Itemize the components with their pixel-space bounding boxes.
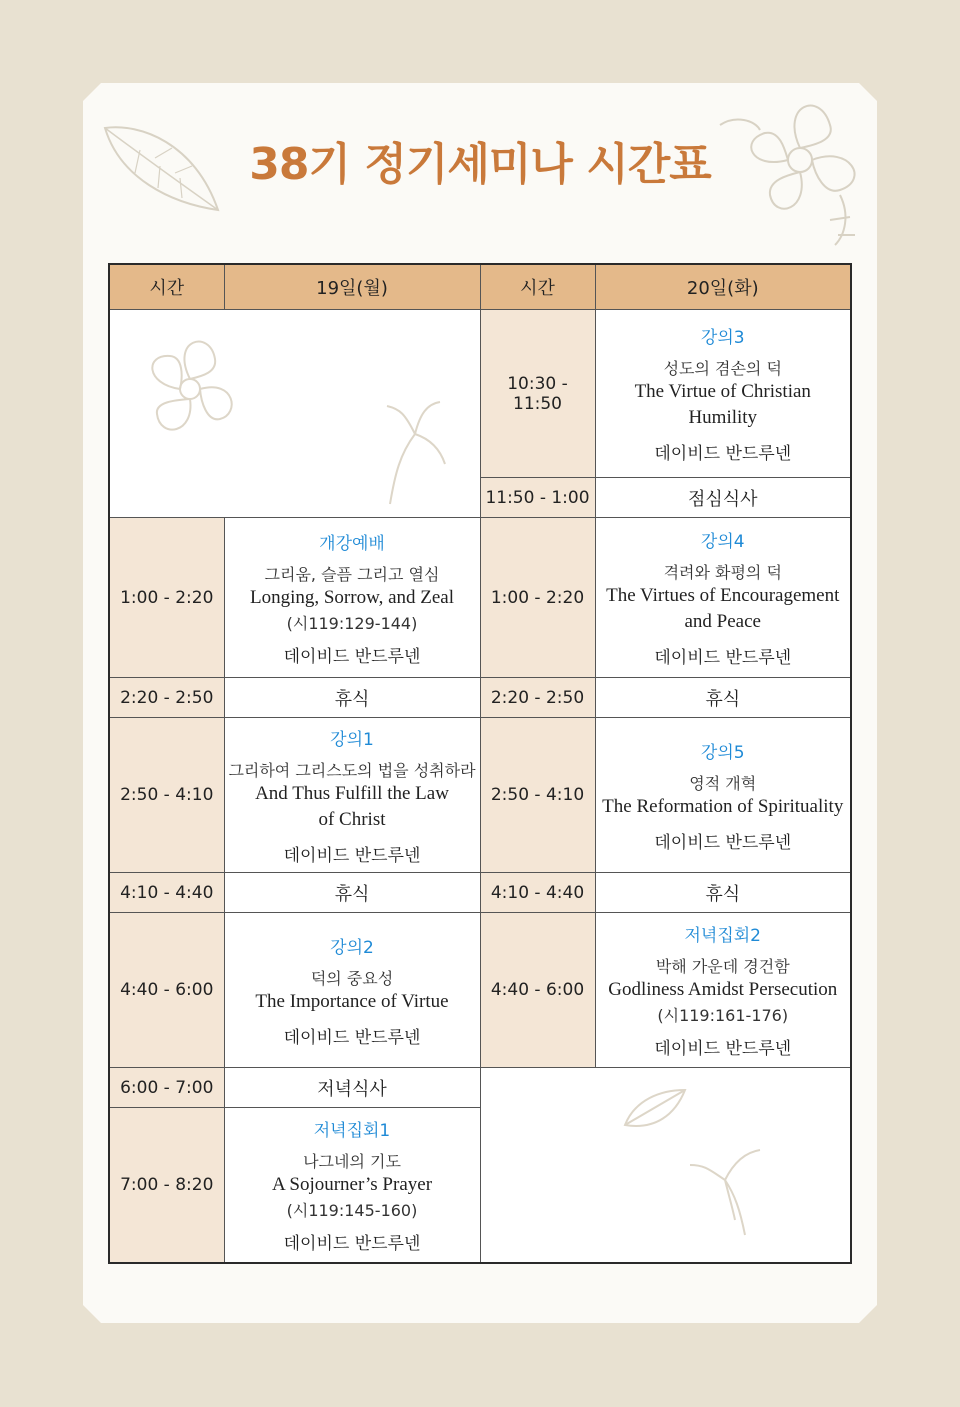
- session-title-en: of Christ: [318, 808, 386, 830]
- session-title-ko: 덕의 중요성: [310, 968, 394, 988]
- time-cell: 2:50 - 4:10: [480, 718, 595, 873]
- session-title-en: The Importance of Virtue: [255, 990, 449, 1012]
- session-label: 저녁집회2: [684, 926, 761, 946]
- speaker-name: 데이비드 반드루넨: [654, 832, 792, 853]
- time-cell: 2:50 - 4:10: [109, 718, 224, 873]
- time-cell: 4:40 - 6:00: [480, 913, 595, 1068]
- session-cell: [595, 913, 851, 1068]
- table-row: [109, 913, 851, 1068]
- time-cell: 1:00 - 2:20: [480, 518, 595, 678]
- time-cell: 7:00 - 8:20: [109, 1108, 224, 1263]
- header-day-1: 19일(월): [224, 264, 480, 310]
- session-title-en: and Peace: [684, 611, 761, 632]
- session-label: 강의4: [700, 532, 745, 552]
- time-cell: 4:40 - 6:00: [109, 913, 224, 1068]
- empty-decor-cell: [109, 310, 480, 518]
- speaker-name: 데이비드 반드루넨: [654, 444, 792, 464]
- session-cell: [224, 518, 480, 678]
- session-title-ko: 성도의 겸손의 덕: [663, 359, 782, 378]
- speaker-name: 데이비드 반드루넨: [283, 646, 421, 667]
- session-title-ko: 박해 가운데 경건함: [655, 957, 790, 976]
- header-day-2: 20일(화): [595, 264, 851, 310]
- time-cell: 1:00 - 2:20: [109, 518, 224, 678]
- time-cell: 6:00 - 7:00: [109, 1068, 224, 1108]
- speaker-name: 데이비드 반드루넨: [654, 1039, 792, 1059]
- time-cell: 4:10 - 4:40: [109, 873, 224, 913]
- session-title-en: The Reformation of Spirituality: [602, 795, 844, 817]
- time-cell: 2:20 - 2:50: [480, 678, 595, 718]
- break-cell: 휴식: [595, 873, 851, 913]
- break-cell: 휴식: [595, 678, 851, 718]
- session-title-en: The Virtues of Encouragement: [606, 585, 840, 606]
- speaker-name: 데이비드 반드루넨: [283, 1233, 421, 1254]
- flower-illustration-icon: [115, 314, 475, 514]
- page-title: 38기 정기세미나 시간표: [249, 139, 711, 190]
- table-row: [109, 518, 851, 678]
- break-cell: 저녁식사: [224, 1068, 480, 1108]
- speaker-name: 데이비드 반드루넨: [654, 648, 792, 668]
- session-title-ko: 격려와 화평의 덕: [663, 563, 782, 582]
- bible-reference: (시119:161-176): [657, 1006, 789, 1025]
- break-cell: 점심식사: [595, 478, 851, 518]
- session-label: 개강예배: [319, 533, 385, 554]
- table-row: [109, 718, 851, 873]
- session-label: 강의2: [330, 937, 374, 958]
- time-cell: 2:20 - 2:50: [109, 678, 224, 718]
- session-title-en: And Thus Fulfill the Law: [255, 782, 449, 804]
- table-row: [109, 310, 851, 478]
- session-cell: [595, 718, 851, 873]
- break-cell: 휴식: [224, 873, 480, 913]
- session-label: 강의5: [700, 742, 745, 763]
- bible-reference: (시119:145-160): [286, 1200, 418, 1220]
- bible-reference: (시119:129-144): [286, 613, 418, 633]
- session-cell: [224, 718, 480, 873]
- empty-decor-cell: [480, 1068, 851, 1263]
- header-row: [109, 264, 851, 310]
- session-cell: [224, 913, 480, 1068]
- session-title-en: Longing, Sorrow, and Zeal: [249, 586, 455, 608]
- time-cell: 10:30 - 11:50: [480, 310, 595, 478]
- header-time-1: 시간: [109, 264, 224, 310]
- session-label: 강의1: [330, 729, 374, 750]
- table-row: [109, 678, 851, 718]
- table-row: [109, 1068, 851, 1108]
- session-cell: [595, 518, 851, 678]
- session-title-en: Godliness Amidst Persecution: [608, 979, 838, 1000]
- session-cell: [224, 1108, 480, 1263]
- session-title-en: Humility: [688, 407, 758, 428]
- header-time-2: 시간: [480, 264, 595, 310]
- session-title-ko: 그리움, 슬픔 그리고 열심: [264, 564, 440, 584]
- session-label: 저녁집회1: [313, 1120, 391, 1141]
- session-title-ko: 나그네의 기도: [303, 1151, 401, 1171]
- table-row: [109, 873, 851, 913]
- time-cell: 11:50 - 1:00: [480, 478, 595, 518]
- speaker-name: 데이비드 반드루넨: [283, 1027, 421, 1048]
- time-cell: 4:10 - 4:40: [480, 873, 595, 913]
- session-title-ko: 그리하여 그리스도의 법을 성취하라: [228, 760, 476, 780]
- session-label: 강의3: [700, 328, 745, 348]
- speaker-name: 데이비드 반드루넨: [283, 845, 421, 866]
- break-cell: 휴식: [224, 678, 480, 718]
- schedule-table: [108, 263, 852, 1264]
- session-title-en: A Sojourner’s Prayer: [271, 1173, 433, 1195]
- session-cell: [595, 310, 851, 478]
- flower-illustration-icon: [485, 1070, 845, 1260]
- session-title-ko: 영적 개혁: [689, 773, 757, 793]
- session-title-en: The Virtue of Christian: [634, 381, 811, 402]
